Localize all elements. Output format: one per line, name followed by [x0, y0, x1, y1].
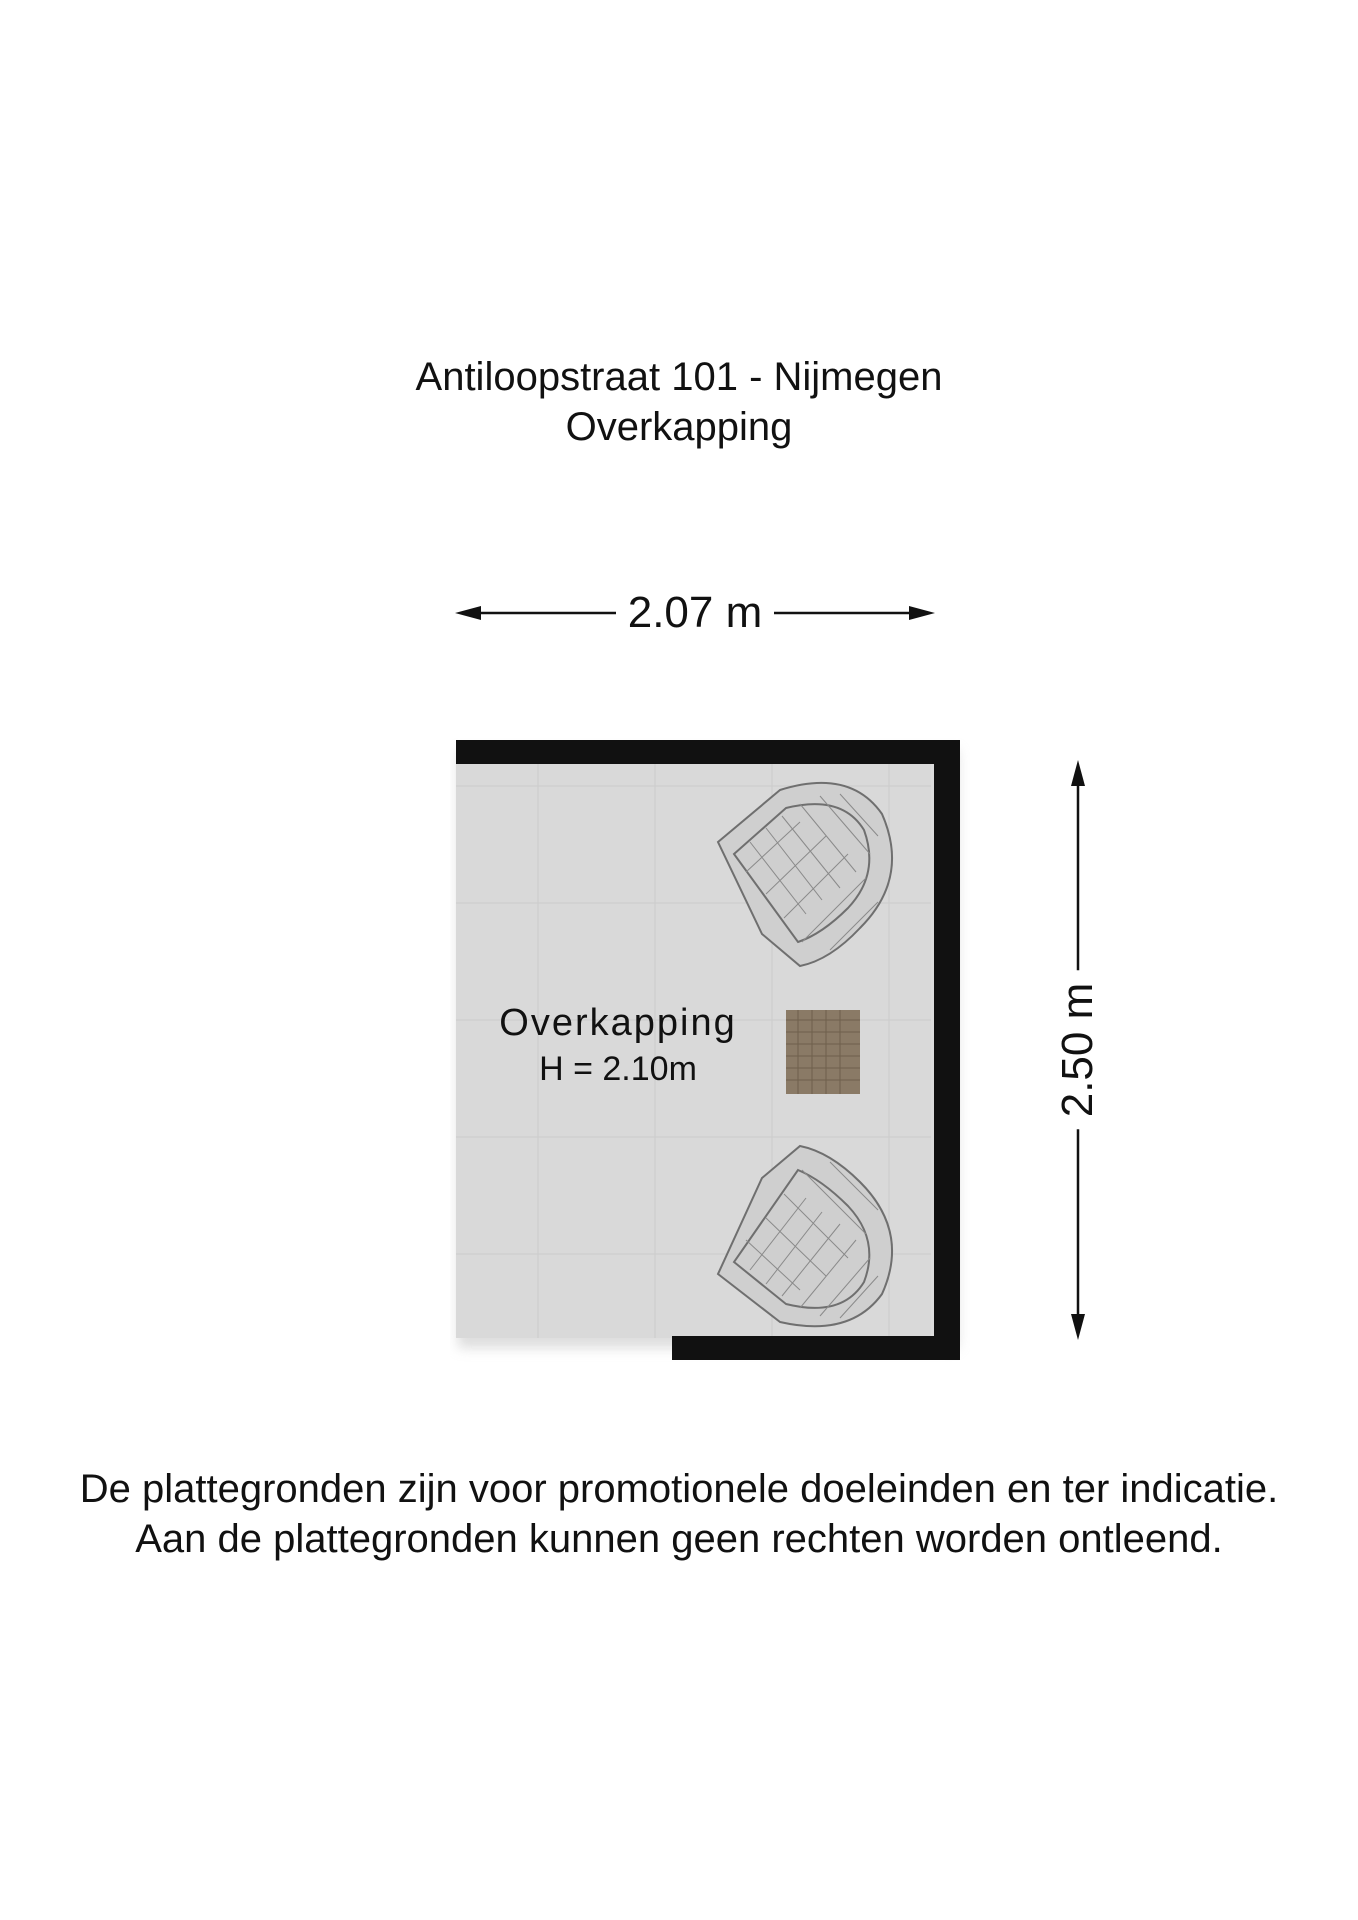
side-table	[786, 1010, 860, 1094]
wall-bottom	[672, 1336, 960, 1360]
floor-title: Overkapping	[565, 405, 793, 449]
address-title: Antiloopstraat 101 - Nijmegen	[415, 355, 943, 399]
depth-dimension	[1038, 760, 1118, 1340]
room-name: Overkapping	[499, 1002, 737, 1044]
wall-top	[456, 740, 960, 764]
width-dimension	[455, 588, 935, 638]
width-label: 2.07 m	[616, 588, 775, 637]
wall-right	[934, 740, 960, 1360]
disclaimer	[0, 1464, 1358, 1564]
room-label	[468, 1000, 768, 1092]
disclaimer-line-1: De plattegronden zijn voor promotionele doeleinden en ter indicatie.	[79, 1467, 1279, 1511]
room-height: H = 2.10m	[539, 1050, 697, 1088]
disclaimer-line-2: Aan de plattegronden kunnen geen rechten worden ontleend.	[135, 1517, 1223, 1561]
plan-title	[0, 352, 1358, 452]
depth-label: 2.50 m	[1053, 971, 1103, 1130]
